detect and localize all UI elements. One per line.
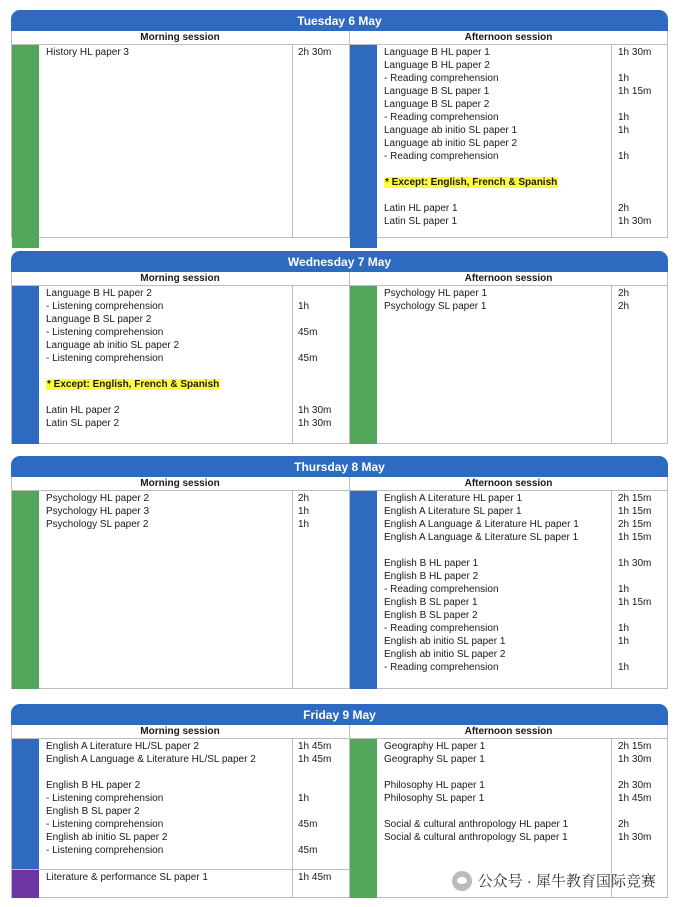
exam-duration: 1h 45m: [298, 741, 332, 752]
exam-duration: 2h: [618, 301, 630, 312]
exam-duration: 1h 30m: [618, 832, 652, 843]
exam-row: [384, 492, 668, 505]
exam-name: Philosophy SL paper 1: [384, 793, 485, 804]
exam-duration: 45m: [298, 327, 318, 338]
exam-row: [384, 98, 668, 111]
exam-row: [384, 505, 668, 518]
exam-name: English A Literature SL paper 1: [384, 506, 522, 517]
exam-name: English A Language & Literature HL/SL paper 2: [46, 754, 256, 765]
exam-name: Language B HL paper 2: [384, 60, 490, 71]
exam-duration: 1h 30m: [618, 754, 652, 765]
exam-duration: 1h 45m: [298, 754, 332, 765]
day-title: Friday 9 May: [11, 704, 668, 725]
exam-duration: 1h 30m: [618, 558, 652, 569]
exam-duration: 1h: [298, 793, 310, 804]
exam-duration: 1h 45m: [618, 793, 652, 804]
exam-name: Philosophy HL paper 1: [384, 780, 485, 791]
exam-name: Language B HL paper 2: [46, 288, 152, 299]
exam-row: [384, 111, 668, 124]
subject-color-bar: [350, 286, 377, 444]
column-divider: [292, 45, 293, 238]
exam-duration: 2h 15m: [618, 519, 652, 530]
exam-name: Psychology HL paper 1: [384, 288, 488, 299]
exam-name: - Listening comprehension: [46, 793, 164, 804]
exam-duration: 1h: [298, 301, 310, 312]
exam-duration: 1h: [618, 584, 630, 595]
exam-duration: 2h: [298, 493, 310, 504]
morning-exam-list: [46, 46, 348, 59]
exam-row: [384, 583, 668, 596]
exam-row: [384, 124, 668, 137]
exam-name: Language B SL paper 2: [46, 314, 152, 325]
exam-row: [384, 72, 668, 85]
exam-name: - Listening comprehension: [46, 327, 164, 338]
day-title: Wednesday 7 May: [11, 251, 668, 272]
exam-row: [384, 648, 668, 661]
watermark-footer: [452, 870, 656, 891]
exam-name: English A Literature HL paper 1: [384, 493, 523, 504]
morning-exam-list: [46, 287, 348, 430]
subject-color-bar: [350, 45, 377, 248]
exam-row: [384, 792, 668, 805]
afternoon-exam-list: [384, 492, 668, 674]
afternoon-session-header: Afternoon session: [349, 477, 668, 491]
exam-duration: 1h 15m: [618, 86, 652, 97]
exam-row: [46, 404, 348, 417]
exam-name: English ab initio SL paper 2: [384, 649, 506, 660]
exam-duration: 45m: [298, 819, 318, 830]
subject-color-bar: [350, 739, 377, 898]
exam-duration: 1h 15m: [618, 506, 652, 517]
exam-row: [384, 570, 668, 583]
exam-name: Latin SL paper 1: [384, 216, 458, 227]
exam-row: [384, 202, 668, 215]
exam-row: [46, 505, 348, 518]
exam-name: Latin HL paper 1: [384, 203, 458, 214]
exam-row: [384, 740, 668, 753]
exam-name: Psychology HL paper 3: [46, 506, 150, 517]
exam-row: [46, 766, 348, 779]
exam-row: [384, 557, 668, 570]
day-block: [11, 10, 668, 238]
exam-name: - Reading comprehension: [384, 623, 499, 634]
exam-name: - Listening comprehension: [46, 845, 164, 856]
exam-name: Language ab initio SL paper 2: [46, 340, 180, 351]
exam-duration: 2h: [618, 288, 630, 299]
exam-row: [384, 287, 668, 300]
exam-row: [46, 391, 348, 404]
exam-name: Language B SL paper 1: [384, 86, 490, 97]
exam-row: [384, 176, 668, 189]
exam-row: [384, 189, 668, 202]
exam-name: - Reading comprehension: [384, 662, 499, 673]
exam-row: [384, 59, 668, 72]
afternoon-session-header: Afternoon session: [349, 725, 668, 739]
exam-duration: 2h 30m: [618, 780, 652, 791]
exam-duration: 1h 30m: [618, 216, 652, 227]
afternoon-session-header: Afternoon session: [349, 31, 668, 45]
exam-row: [384, 805, 668, 818]
exam-name: Psychology HL paper 2: [46, 493, 150, 504]
day-block: [11, 704, 668, 898]
exam-row: [46, 805, 348, 818]
exam-duration: 45m: [298, 353, 318, 364]
exam-duration: 1h: [618, 73, 630, 84]
exam-name: Geography HL paper 1: [384, 741, 486, 752]
morning-exam-list: [46, 871, 348, 884]
afternoon-exam-list: [384, 287, 668, 313]
day-title: Thursday 8 May: [11, 456, 668, 477]
day-block: [11, 251, 668, 444]
exam-name: English ab initio SL paper 1: [384, 636, 506, 647]
exception-note: * Except: English, French & Spanish: [47, 379, 220, 390]
exam-row: [384, 661, 668, 674]
morning-session-header: Morning session: [11, 272, 349, 286]
wechat-icon: [452, 871, 472, 891]
exam-name: - Reading comprehension: [384, 112, 499, 123]
exam-row: [384, 531, 668, 544]
exam-row: [384, 818, 668, 831]
exam-row: [384, 635, 668, 648]
exam-row: [46, 871, 348, 884]
exam-row: [46, 417, 348, 430]
exam-row: [46, 339, 348, 352]
exam-row: [46, 753, 348, 766]
exam-row: [46, 352, 348, 365]
exam-duration: 1h 30m: [298, 405, 332, 416]
subject-color-bar: [12, 739, 39, 869]
exam-name: English ab initio SL paper 2: [46, 832, 168, 843]
subject-color-bar: [350, 491, 377, 689]
morning-exam-list: [46, 492, 348, 531]
exam-row: [46, 818, 348, 831]
exam-row: [384, 300, 668, 313]
exam-duration: 1h 15m: [618, 532, 652, 543]
exam-name: - Listening comprehension: [46, 301, 164, 312]
exam-duration: 1h: [618, 636, 630, 647]
exam-duration: 1h 15m: [618, 597, 652, 608]
morning-exam-list: [46, 740, 348, 857]
exception-note: * Except: English, French & Spanish: [385, 177, 558, 188]
exam-name: English B SL paper 2: [384, 610, 478, 621]
exam-duration: 1h: [618, 112, 630, 123]
exam-duration: 45m: [298, 845, 318, 856]
subject-color-bar: [12, 45, 39, 248]
exam-name: English B SL paper 1: [384, 597, 478, 608]
morning-session-header: Morning session: [11, 725, 349, 739]
exam-row: [384, 596, 668, 609]
exam-row: [46, 740, 348, 753]
exam-name: Psychology SL paper 2: [46, 519, 149, 530]
exam-row: [46, 844, 348, 857]
exam-duration: 2h: [618, 819, 630, 830]
exam-row: [384, 831, 668, 844]
exam-name: English B HL paper 1: [384, 558, 479, 569]
exam-name: Latin SL paper 2: [46, 418, 120, 429]
exam-row: [384, 766, 668, 779]
exam-duration: 1h: [618, 151, 630, 162]
exam-row: [46, 287, 348, 300]
exam-row: [384, 753, 668, 766]
exam-name: Latin HL paper 2: [46, 405, 120, 416]
exam-row: [46, 779, 348, 792]
morning-session-header: Morning session: [11, 31, 349, 45]
exam-name: - Reading comprehension: [384, 584, 499, 595]
exam-row: [384, 215, 668, 228]
exam-row: [384, 609, 668, 622]
exam-row: [46, 518, 348, 531]
exam-duration: 1h: [618, 662, 630, 673]
exam-name: English A Literature HL/SL paper 2: [46, 741, 200, 752]
exam-row: [384, 622, 668, 635]
exam-duration: 2h 15m: [618, 741, 652, 752]
exam-name: Social & cultural anthropology HL paper 1: [384, 819, 569, 830]
afternoon-session-header: Afternoon session: [349, 272, 668, 286]
exam-row: [46, 300, 348, 313]
exam-duration: 2h: [618, 203, 630, 214]
exam-duration: 1h: [298, 506, 310, 517]
exam-duration: 1h 45m: [298, 872, 332, 883]
subject-color-bar: [12, 491, 39, 689]
exam-row: [384, 46, 668, 59]
exam-name: English A Language & Literature SL paper 1: [384, 532, 579, 543]
exam-name: Language ab initio SL paper 1: [384, 125, 518, 136]
exam-name: English B HL paper 2: [384, 571, 479, 582]
row-divider: [11, 869, 349, 870]
exam-duration: 2h 15m: [618, 493, 652, 504]
exam-name: English B SL paper 2: [46, 806, 140, 817]
exam-name: Literature & performance SL paper 1: [46, 872, 208, 883]
exam-duration: 1h: [618, 125, 630, 136]
exam-row: [46, 326, 348, 339]
exam-row: [46, 365, 348, 378]
exam-name: - Listening comprehension: [46, 353, 164, 364]
exam-row: [384, 137, 668, 150]
morning-session-header: Morning session: [11, 477, 349, 491]
exam-row: [46, 831, 348, 844]
exam-name: Language ab initio SL paper 2: [384, 138, 518, 149]
exam-name: - Reading comprehension: [384, 73, 499, 84]
exam-row: [46, 46, 348, 59]
exam-row: [46, 378, 348, 391]
exam-row: [384, 544, 668, 557]
subject-color-bar: [12, 870, 39, 898]
exam-row: [46, 492, 348, 505]
exam-duration: 1h 30m: [618, 47, 652, 58]
exam-row: [46, 313, 348, 326]
exam-name: Language B HL paper 1: [384, 47, 490, 58]
exam-row: [384, 85, 668, 98]
day-title: Tuesday 6 May: [11, 10, 668, 31]
exam-duration: 1h 30m: [298, 418, 332, 429]
exam-name: English A Language & Literature HL paper 1: [384, 519, 579, 530]
exam-name: Geography SL paper 1: [384, 754, 485, 765]
footer-text: 公众号 · 犀牛教育国际竞赛: [477, 873, 656, 890]
exam-row: [384, 150, 668, 163]
subject-color-bar: [12, 286, 39, 444]
exam-row: [384, 518, 668, 531]
exam-name: Language B SL paper 2: [384, 99, 490, 110]
exam-duration: 2h 30m: [298, 47, 332, 58]
afternoon-exam-list: [384, 740, 668, 844]
afternoon-exam-list: [384, 46, 668, 228]
exam-name: English B HL paper 2: [46, 780, 141, 791]
exam-row: [384, 163, 668, 176]
exam-name: Social & cultural anthropology SL paper 1: [384, 832, 568, 843]
exam-row: [46, 792, 348, 805]
exam-row: [384, 779, 668, 792]
exam-name: - Reading comprehension: [384, 151, 499, 162]
exam-duration: 1h: [618, 623, 630, 634]
exam-duration: 1h: [298, 519, 310, 530]
exam-name: - Listening comprehension: [46, 819, 164, 830]
exam-name: Psychology SL paper 1: [384, 301, 487, 312]
exam-name: History HL paper 3: [46, 47, 129, 58]
day-block: [11, 456, 668, 689]
